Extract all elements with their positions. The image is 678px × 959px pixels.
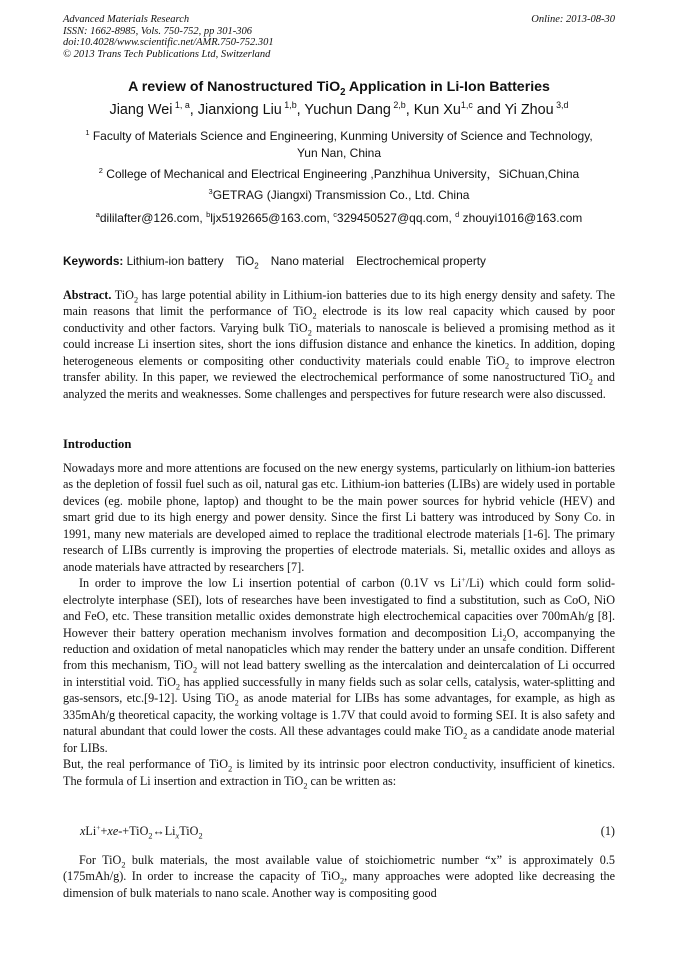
online-date: Online: 2013-08-30	[531, 14, 615, 25]
journal-name: Advanced Materials Research	[63, 14, 190, 25]
author-list: Jiang Wei $^{1, a}$, Jianxiong Liu $^{1,b}$, Yuchun Dang $^{2,b}$, Kun Xu$^{1,c}$ and Yi Zhou $^{3,d}$	[109, 100, 569, 118]
author-name: Kun Xu	[413, 102, 461, 118]
affiliation-2: $^2$ College of Mechanical and Electrical Engineering ,Panzhihua University，SiChuan,China	[98, 166, 580, 181]
issn-line: ISSN: 1662-8985, Vols. 750-752, pp 301-306	[63, 25, 252, 37]
journal-meta	[63, 14, 274, 60]
paper-title: A review of Nanostructured TiO$_2$ Application in Li-Ion Batteries	[128, 79, 550, 98]
section-heading: Introduction	[63, 437, 132, 451]
paragraph: In order to improve the low Li insertion potential of carbon (0.1V vs Li+/Li) which could form solid-electrolyte interphase (SEI), lots of researches have been investigated to find a substitution, such as CoO, NiO and FeO, etc. These transition metallic oxides demonstrate high electrochemical capacities over 700mAh/g [8]. However their battery operation mechanism involves formation and decomposition $Li_2O$, accompanying the reduction and oxidation of metal nanopaticles which may render the battery under an unsafe condition. Different from this mechanism, TiO$_2$ will not lead battery swelling as the intercalation and deintercalation of Li occurred in interstitial void. TiO$_2$ has applied successfully in many fields such as solar cells, catalysis, water-splitting and gas-sensors, etc.[9-12]. Using TiO$_2$ as anode material for LIBs has some advantages, for example, as high as 335mAh/g theoretical capacity, the working voltage is 1.7V that could avoid to forming SEI. It is also safety and natural abundant that could lower the costs. All these advantages could make TiO$_2$ as a candidate anode material for LIBs.	[63, 575, 616, 755]
doi-line: doi:10.4028/www.scientific.net/AMR.750-752.301	[63, 37, 274, 49]
equation-1: $xLi^++xe-+TiO_2\leftrightarrow Li_xTiO_2$ (1)	[80, 822, 615, 841]
author-name: Jianxiong Liu	[197, 102, 282, 118]
paragraph: For TiO$_2$ bulk materials, the most available value of stoichiometric number “x” is approximately 0.5 (175mAh/g). In order to increase the capacity of TiO$_2$, many approaches were adopted like decreasing the dimension of bulk materials to nano scale. Another way is compositing good	[63, 853, 616, 900]
abstract-label: Abstract.	[63, 288, 112, 302]
author-name: Yi Zhou	[504, 102, 554, 118]
equation-number: (1)	[600, 824, 615, 838]
affiliation-1: $^1$ Faculty of Materials Science and Engineering, Kunming University of Science and Technology, Yun Nan, China	[85, 128, 593, 160]
paragraph: Nowadays more and more attentions are focused on the new energy systems, particularly on lithium-ion batteries as the depletion of fossil fuel such as oil, natural gas etc. Lithium-ion batteries (LIBs) are widely used in portable devices (eg. mobile phone, laptop) and thought to be the main power sources for hybrid vehicle (HEV) and smart grid due to its high energy and power density. Since the first Li battery was introduced by Sony Co. in 1991, many new materials are developed aimed to replace the traditional electrode materials [1-6]. The primary research of LIBs currently is improving the properties of electrode materials. Si, metallic oxides and alloys as anode materials have attracted by researchers [7].	[63, 461, 616, 574]
abstract: Abstract. TiO$_2$ has large potential ability in Lithium-ion batteries due to its high energy density and safety. The main reasons that limit the performance of TiO$_2$ electrode is its low real capacity which caused by poor conductivity and other factors. Varying bulk TiO$_2$ materials to nanoscale is believed a promising method as it could increase Li insertion sites, short the ions diffusion distance and enhance the kinetics. In addition, doping heterogeneous elements or compositing other conductivity materials could enable TiO$_2$ to improve electron transfer ability. In this paper, we reviewed the electrochemical performance of some nanostructured TiO$_2$ and analyzed the merits and weaknesses. Some challenges and perspectives for future research were also discussed.	[63, 288, 615, 401]
paragraph: But, the real performance of TiO$_2$ is limited by its intrinsic poor electron conductivity, insufficient of kinetics. The formula of Li insertion and extraction in TiO$_2$ can be written as:	[63, 757, 615, 791]
keywords: Keywords: Lithium-ion battery TiO$_2$ Nano material Electrochemical property	[63, 254, 486, 271]
author-name: Yuchun Dang	[304, 102, 391, 118]
introduction-body	[63, 460, 615, 789]
affiliation-3: $^3$GETRAG (Jiangxi) Transmission Co., Ltd. China	[208, 187, 470, 202]
copyright-line: © 2013 Trans Tech Publications Ltd, Switzerland	[63, 48, 271, 60]
author-emails: $^a$dililafter@126.com, $^b$ljx5192665@163.com, $^c$329450527@qq.com, $^d$ zhouyi1016@163.com	[95, 210, 583, 225]
keywords-label: Keywords:	[63, 254, 124, 268]
author-name: Jiang Wei	[109, 102, 173, 118]
introduction-continued	[63, 852, 615, 901]
